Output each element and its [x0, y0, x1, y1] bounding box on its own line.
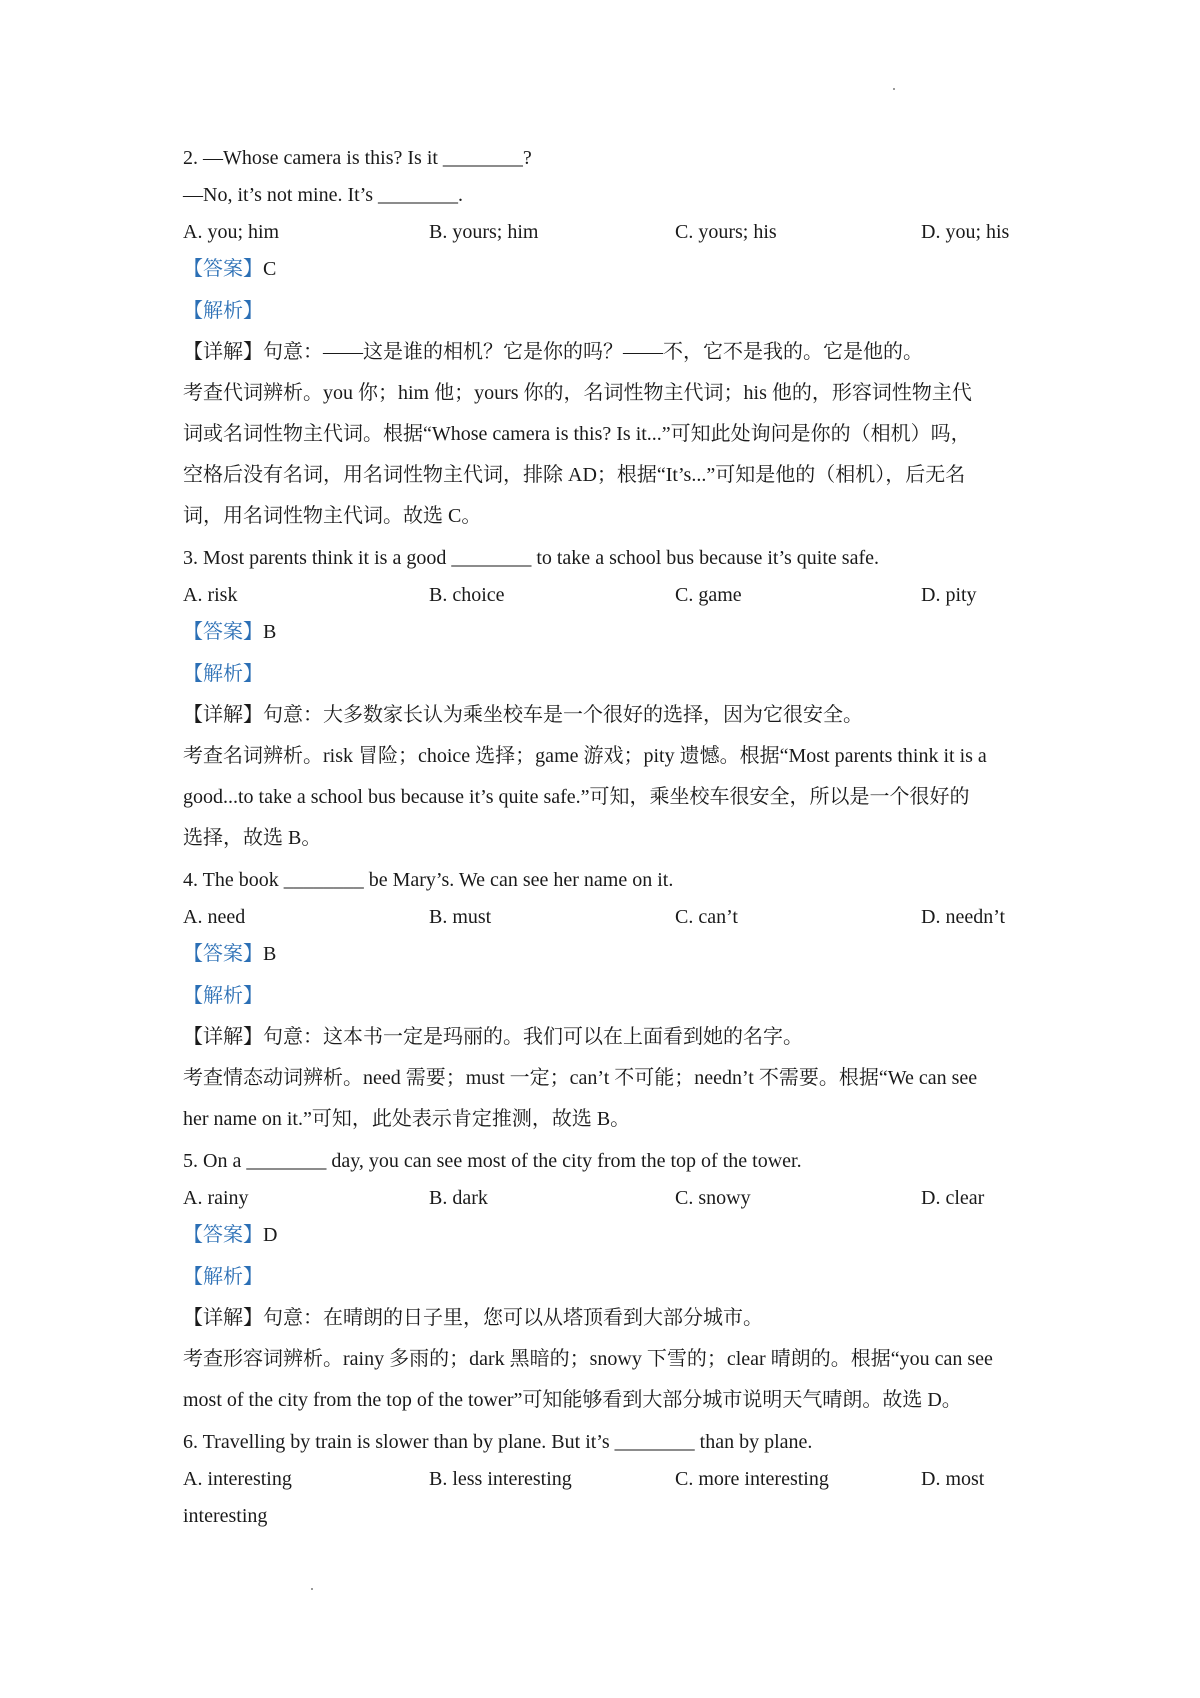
- question-6-option-c: C. more interesting: [675, 1468, 829, 1490]
- question-2-stem: 2. —Whose camera is this? Is it ________?: [183, 147, 532, 169]
- question-3-explanation-line: 考查名词辨析。risk 冒险；choice 选择；game 游戏；pity 遗憾。根据“Most parents think it is a: [183, 745, 987, 767]
- question-2-explanation-line: 词，用名词性物主代词。故选 C。: [183, 505, 482, 527]
- answer-value: B: [263, 621, 277, 643]
- question-3-stem: 3. Most parents think it is a good ________ to take a school bus because it’s quite safe.: [183, 547, 879, 569]
- detail-tag: 【详解】: [183, 1307, 263, 1329]
- question-4-detail: [183, 1025, 803, 1049]
- detail-tag: 【详解】: [183, 341, 263, 363]
- answer-tag: 【答案】: [183, 258, 263, 280]
- question-2-analysis-tag: 【解析】: [183, 300, 263, 322]
- question-3-option-b: B. choice: [429, 584, 505, 606]
- question-6-option-a: A. interesting: [183, 1468, 292, 1490]
- question-2-explanation-line: 词或名词性物主代词。根据“Whose camera is this? Is it...”可知此处询问是你的（相机）吗，: [183, 423, 971, 445]
- question-5-analysis-tag: 【解析】: [183, 1266, 263, 1288]
- question-2-option-b: B. yours; him: [429, 221, 539, 243]
- answer-tag: 【答案】: [183, 1224, 263, 1246]
- question-4-analysis-tag: 【解析】: [183, 985, 263, 1007]
- question-2-answer: [183, 257, 276, 281]
- question-2-explanation-line: 考查代词辨析。you 你；him 他；yours 你的，名词性物主代词；his 他的，形容词性物主代: [183, 382, 972, 404]
- page-mark-top: [893, 88, 895, 90]
- answer-tag: 【答案】: [183, 943, 263, 965]
- detail-meaning: 句意：——这是谁的相机？它是你的吗？——不，它不是我的。它是他的。: [263, 341, 923, 363]
- detail-tag: 【详解】: [183, 1026, 263, 1048]
- question-4-option-b: B. must: [429, 906, 492, 928]
- question-2-option-a: A. you; him: [183, 221, 280, 243]
- answer-value: D: [263, 1224, 278, 1246]
- question-4-stem: 4. The book ________ be Mary’s. We can see her name on it.: [183, 869, 674, 891]
- question-4-explanation-line: her name on it.”可知，此处表示肯定推测，故选 B。: [183, 1108, 631, 1130]
- question-3-answer: [183, 620, 276, 644]
- detail-meaning: 句意：大多数家长认为乘坐校车是一个很好的选择，因为它很安全。: [263, 704, 863, 726]
- question-2-explanation-line: 空格后没有名词，用名词性物主代词，排除 AD；根据“It’s...”可知是他的（相机），后无名: [183, 464, 966, 486]
- question-4-option-c: C. can’t: [675, 906, 738, 928]
- question-4-option-a: A. need: [183, 906, 246, 928]
- question-5-option-a: A. rainy: [183, 1187, 249, 1209]
- detail-meaning: 句意：这本书一定是玛丽的。我们可以在上面看到她的名字。: [263, 1026, 803, 1048]
- question-3-analysis-tag: 【解析】: [183, 663, 263, 685]
- question-4-explanation-line: 考查情态动词辨析。need 需要；must 一定；can’t 不可能；needn’t 不需要。根据“We can see: [183, 1067, 978, 1089]
- question-3-explanation-line: 选择，故选 B。: [183, 827, 322, 849]
- question-3-explanation-line: good...to take a school bus because it’s quite safe.”可知，乘坐校车很安全，所以是一个很好的: [183, 786, 970, 808]
- answer-value: C: [263, 258, 277, 280]
- question-2-option-d: D. you; his: [921, 221, 1010, 243]
- question-5-option-b: B. dark: [429, 1187, 488, 1209]
- detail-meaning: 句意：在晴朗的日子里，您可以从塔顶看到大部分城市。: [263, 1307, 763, 1329]
- page-mark-bottom: [311, 1588, 313, 1590]
- question-4-answer: [183, 942, 276, 966]
- question-2-reply: —No, it’s not mine. It’s ________.: [183, 184, 463, 206]
- question-5-stem: 5. On a ________ day, you can see most of the city from the top of the tower.: [183, 1150, 802, 1172]
- question-6-option-b: B. less interesting: [429, 1468, 572, 1490]
- question-5-option-d: D. clear: [921, 1187, 985, 1209]
- question-3-detail: [183, 703, 863, 727]
- question-3-option-a: A. risk: [183, 584, 238, 606]
- question-6-stem: 6. Travelling by train is slower than by plane. But it’s ________ than by plane.: [183, 1431, 813, 1453]
- answer-tag: 【答案】: [183, 621, 263, 643]
- question-3-option-c: C. game: [675, 584, 742, 606]
- answer-value: B: [263, 943, 277, 965]
- question-6-option-d: D. most: [921, 1468, 985, 1490]
- question-5-explanation-line: most of the city from the top of the tower”可知能够看到大部分城市说明天气晴朗。故选 D。: [183, 1389, 962, 1411]
- question-3-option-d: D. pity: [921, 584, 977, 606]
- question-2-detail: [183, 340, 923, 364]
- question-4-option-d: D. needn’t: [921, 906, 1006, 928]
- question-5-explanation-line: 考查形容词辨析。rainy 多雨的；dark 黑暗的；snowy 下雪的；clear 晴朗的。根据“you can see: [183, 1348, 993, 1370]
- question-5-detail: [183, 1306, 763, 1330]
- question-5-option-c: C. snowy: [675, 1187, 751, 1209]
- question-2-option-c: C. yours; his: [675, 221, 777, 243]
- question-5-answer: [183, 1223, 277, 1247]
- detail-tag: 【详解】: [183, 704, 263, 726]
- question-6-option-d-wrap: interesting: [183, 1505, 268, 1527]
